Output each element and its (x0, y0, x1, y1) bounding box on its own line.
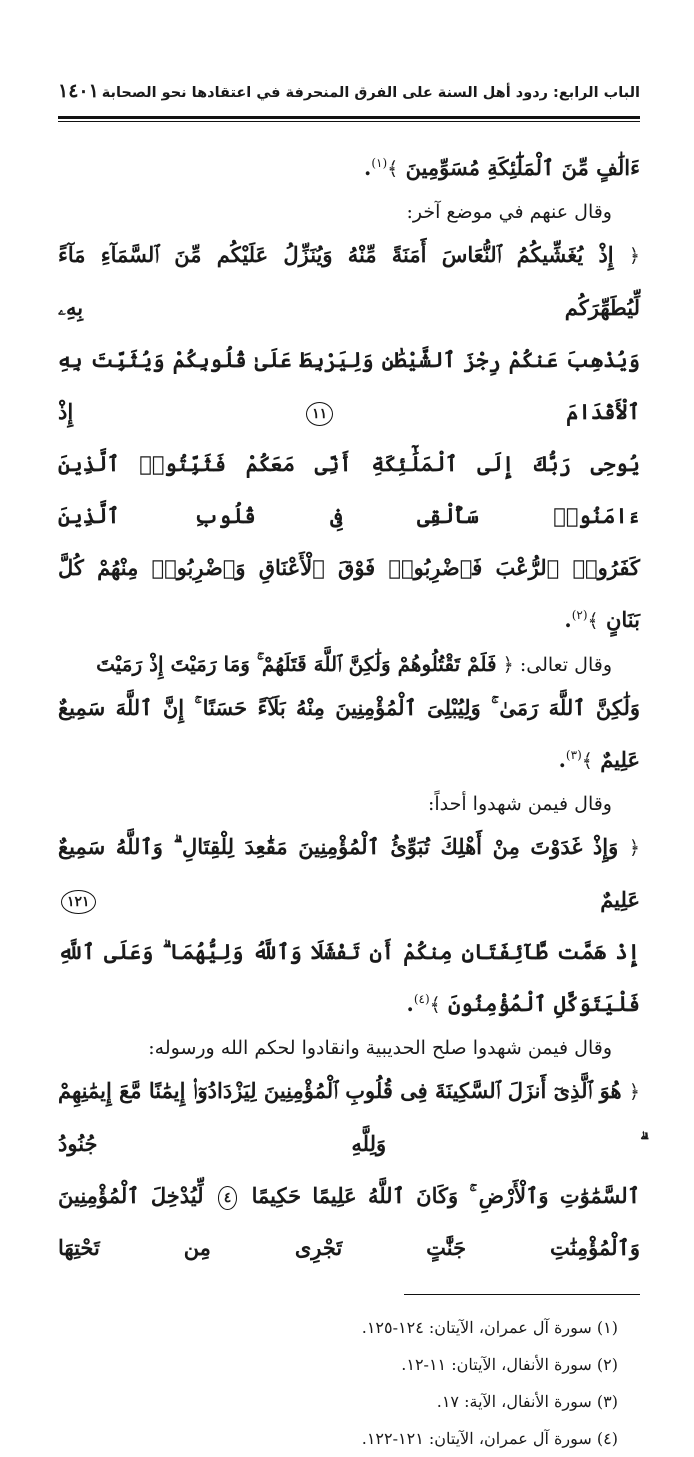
footnote-ref: (١) (371, 156, 388, 170)
punctuation: . (406, 991, 414, 1016)
quran-verse-line (58, 682, 640, 787)
prose-text: وقال فيمن شهدوا صلح الحديبية وانقادوا لحكم الله ورسوله: (148, 1037, 612, 1059)
quran-text: إِذْ يُغَشِّيكُمُ ٱلنُّعَاسَ أَمَنَةً مِّنْهُ وَيُنَزِّلُ عَلَيْكُم مِّنَ ٱلسَّمَآءِ مَآءً لِّيُطَهِّرَكُم بِهِۦ (58, 242, 640, 320)
quran-open-bracket: ﴿ (628, 245, 640, 267)
prose-line (58, 787, 640, 821)
footnote-3: (٣) سورة الأنفال، الآية: ١٧. (436, 1392, 618, 1411)
prose-text: وقال فيمن شهدوا أحداً: (427, 793, 612, 815)
quran-text: يُوحِى رَبُّكَ إِلَى ٱلْمَلَٰٓئِكَةِ أَنِّى مَعَكُمْ فَثَبِّتُوا۟ ٱلَّذِينَ ءَامَنُوا۟ سَأُلْقِى فِى قُلُوبِ ٱلَّذِينَ (58, 451, 640, 528)
page-number: ١٤٠١ (58, 80, 99, 102)
book-page (57, 80, 641, 1448)
quran-open-bracket: ﴿ (502, 654, 514, 676)
main-text (58, 142, 640, 1274)
quran-verse-line (58, 334, 640, 438)
prose-verse-line (58, 647, 640, 682)
quran-close-bracket: ﴾ (387, 158, 399, 180)
quran-text: إِذْ هَمَّت طَّآئِفَتَانِ مِنكُمْ أَن تَفْشَلَا وَٱللَّهُ وَلِيُّهُمَا ۗ وَعَلَى ٱللَّهِ فَلْيَتَوَكَّلِ ٱلْمُؤْمِنُونَ (58, 939, 640, 1016)
footnote-4: (٤) سورة آل عمران، الآيتان: ١٢١-١٢٢. (361, 1429, 618, 1448)
prose-line (58, 195, 640, 229)
ayah-number-marker: ٤ (218, 1186, 238, 1210)
quran-verse-line (58, 438, 640, 542)
quran-verse-line (58, 926, 640, 1031)
quran-text: هُوَ ٱلَّذِىٓ أَنزَلَ ٱلسَّكِينَةَ فِى قُلُوبِ ٱلْمُؤْمِنِينَ لِيَزْدَادُوٓا۟ إِيمَٰنًا مَّعَ إِيمَٰنِهِمْ ۗ وَلِلَّهِ جُنُودُ (57, 1078, 640, 1156)
footnote-ref: (٢) (571, 608, 588, 622)
quran-open-bracket: ﴿ (628, 837, 640, 859)
quran-verse-line (58, 1065, 640, 1170)
quran-close-bracket: ﴾ (581, 750, 593, 772)
header-rule-thin (58, 121, 640, 122)
quran-text: وَلَٰكِنَّ ٱللَّهَ رَمَىٰ ۚ وَلِيُبْلِىَ ٱلْمُؤْمِنِينَ مِنْهُ بَلَآءً حَسَنًا ۚ إِنَّ ٱللَّهَ سَمِيعٌ عَلِيمٌ (58, 695, 640, 772)
ayah-number-marker: ١٢١ (61, 890, 96, 914)
header-rule-thick (58, 116, 640, 119)
quran-verse-line (58, 1170, 640, 1274)
quran-text: إِذْ (58, 399, 74, 424)
prose-line (58, 1031, 640, 1065)
quran-verse-line (58, 821, 640, 926)
footnote-separator (404, 1294, 640, 1295)
footnote-2: (٢) سورة الأنفال، الآيتان: ١١-١٢. (401, 1355, 618, 1374)
quran-text: كَفَرُوا۟ ٱلرُّعْبَ فَٱضْرِبُوا۟ فَوْقَ ٱلْأَعْنَاقِ وَٱضْرِبُوا۟ مِنْهُمْ كُلَّ بَنَانٍ (58, 555, 640, 632)
quran-text: ءَالَٰفٍ مِّنَ ٱلْمَلَٰٓئِكَةِ مُسَوِّمِينَ (405, 155, 640, 180)
quran-text: لِّيُدْخِلَ ٱلْمُؤْمِنِينَ وَٱلْمُؤْمِنَٰتِ جَنَّٰتٍ تَجْرِى مِن تَحْتِهَا (58, 1183, 640, 1260)
footnote-1: (١) سورة آل عمران، الآيتان: ١٢٤-١٢٥. (361, 1318, 618, 1337)
quran-close-bracket: ﴾ (429, 994, 441, 1016)
ayah-number-marker: ١١ (306, 402, 333, 426)
footnotes (58, 1309, 640, 1457)
quran-verse-line (58, 542, 640, 647)
quran-open-bracket: ﴿ (628, 1081, 640, 1103)
punctuation: . (558, 747, 566, 772)
quran-verse-line (58, 229, 640, 334)
chapter-title: الباب الرابع: ردود أهل السنة على الفرق المنحرفة في اعتقادها نحو الصحابة (101, 85, 640, 101)
quran-verse-line (58, 142, 640, 195)
punctuation: . (364, 155, 372, 180)
quran-text: وَإِذْ غَدَوْتَ مِنْ أَهْلِكَ تُبَوِّئُ ٱلْمُؤْمِنِينَ مَقَٰعِدَ لِلْقِتَالِ ۗ وَٱللَّهُ سَمِيعٌ عَلِيمٌ (58, 834, 640, 912)
quran-text: ٱلسَّمَٰوَٰتِ وَٱلْأَرْضِ ۚ وَكَانَ ٱللَّهُ عَلِيمًا حَكِيمًا (251, 1183, 641, 1208)
running-header (58, 80, 640, 114)
quran-text: فَلَمْ تَقْتُلُوهُمْ وَلَٰكِنَّ ٱللَّهَ قَتَلَهُمْ ۚ وَمَا رَمَيْتَ إِذْ رَمَيْتَ (96, 652, 497, 676)
prose-text: وقال عنهم في موضع آخر: (406, 201, 612, 223)
prose-text: وقال تعالى: (519, 654, 612, 676)
punctuation: . (564, 607, 572, 632)
footnote-ref: (٤) (413, 992, 430, 1006)
quran-close-bracket: ﴾ (587, 610, 599, 632)
footnote-ref: (٣) (565, 748, 582, 762)
quran-text: وَيُذْهِبَ عَنكُمْ رِجْزَ ٱلشَّيْطَٰنِ وَلِيَرْبِطَ عَلَىٰ قُلُوبِكُمْ وَيُثَبِّتَ بِهِ ٱلْأَقْدَامَ (58, 347, 640, 424)
